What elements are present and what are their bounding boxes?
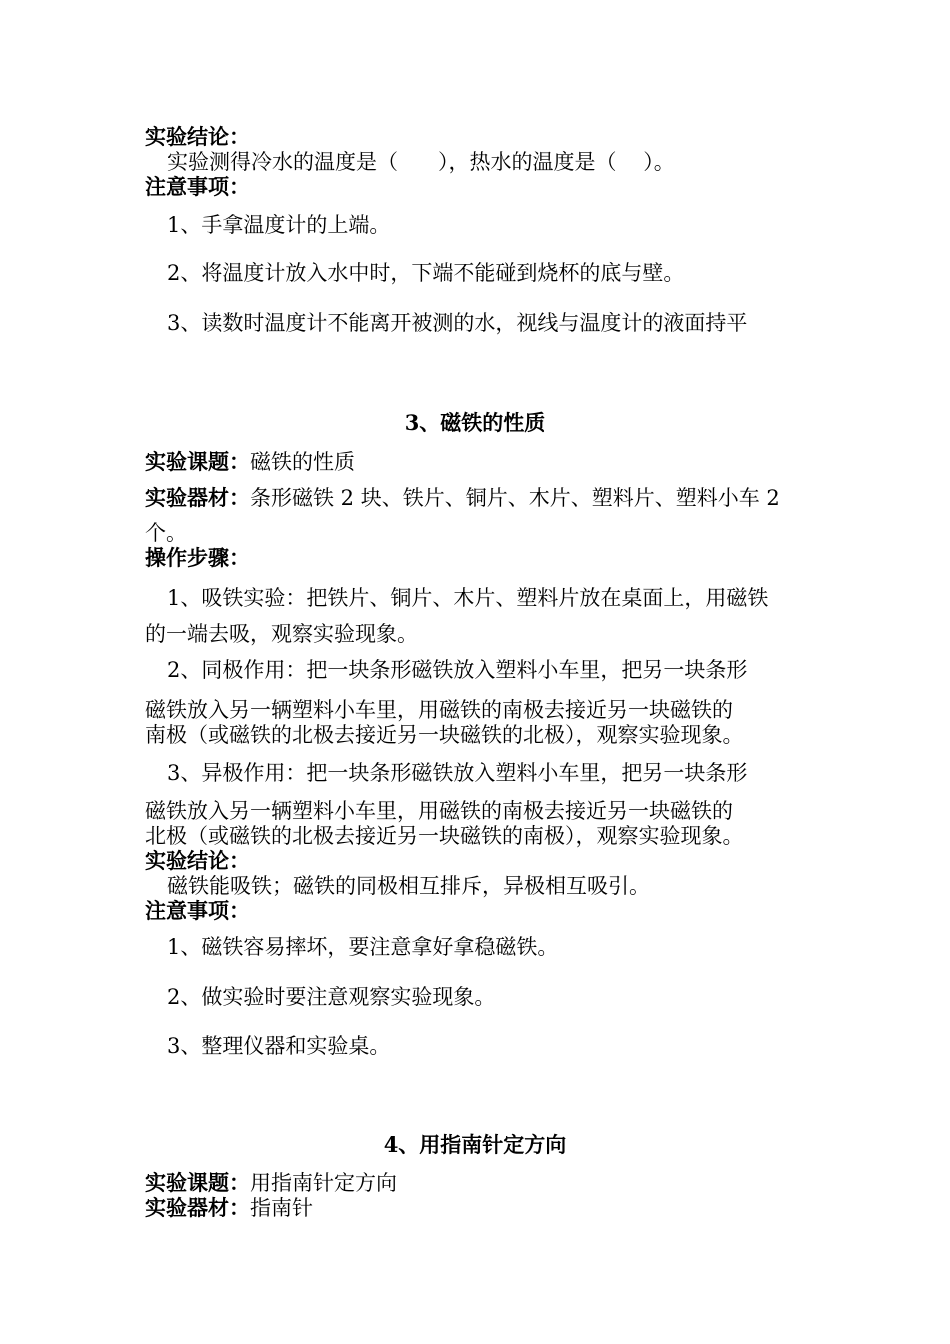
s3-materials-line2: 个。 — [145, 521, 187, 545]
s3-conclusion-text: 磁铁能吸铁；磁铁的同极相互排斥，异极相互吸引。 — [167, 874, 650, 898]
s4-topic-value: 用指南针定方向 — [250, 1171, 397, 1195]
s4-title: 4、用指南针定方向 — [383, 1132, 567, 1157]
s3-topic-label: 实验课题： — [145, 449, 250, 474]
s3-steps-heading: 操作步骤： — [145, 545, 250, 570]
s3-conclusion-heading: 实验结论： — [145, 848, 250, 873]
s4-materials-label: 实验器材： — [145, 1195, 250, 1220]
s2-note-3: 3、读数时温度计不能离开被测的水，视线与温度计的液面持平 — [167, 311, 748, 335]
s3-step3-line1: 3、异极作用：把一块条形磁铁放入塑料小车里，把另一块条形 — [167, 761, 748, 785]
s2-note-1: 1、手拿温度计的上端。 — [167, 213, 391, 237]
s3-materials-line — [145, 485, 780, 511]
s3-note-3: 3、整理仪器和实验桌。 — [167, 1034, 391, 1058]
s3-materials-label: 实验器材： — [145, 485, 250, 510]
s3-note-1: 1、磁铁容易摔坏，要注意拿好拿稳磁铁。 — [167, 935, 559, 959]
s3-note-2: 2、做实验时要注意观察实验现象。 — [167, 985, 496, 1009]
s3-step2-line3: 南极（或磁铁的北极去接近另一块磁铁的北极），观察实验现象。 — [145, 723, 744, 747]
s2-note-2: 2、将温度计放入水中时，下端不能碰到烧杯的底与壁。 — [167, 261, 685, 285]
s4-topic-label: 实验课题： — [145, 1170, 250, 1195]
s3-topic-value: 磁铁的性质 — [250, 450, 355, 474]
s3-step1-line2: 的一端去吸，观察实验现象。 — [145, 622, 418, 646]
s4-topic-line — [145, 1170, 397, 1196]
s3-topic-line — [145, 449, 355, 475]
s3-notes-heading: 注意事项： — [145, 898, 250, 923]
s2-notes-heading: 注意事项： — [145, 174, 250, 199]
s4-materials-value: 指南针 — [250, 1196, 313, 1220]
s3-step2-line1: 2、同极作用：把一块条形磁铁放入塑料小车里，把另一块条形 — [167, 658, 748, 682]
s4-materials-line — [145, 1195, 313, 1221]
s2-conclusion-text: 实验测得冷水的温度是（ ），热水的温度是（ ）。 — [167, 150, 675, 174]
s3-step3-line2: 磁铁放入另一辆塑料小车里，用磁铁的南极去接近另一块磁铁的 — [145, 799, 733, 823]
s3-title: 3、磁铁的性质 — [404, 410, 546, 435]
s3-materials-value: 条形磁铁 2 块、铁片、铜片、木片、塑料片、塑料小车 2 — [250, 486, 780, 510]
s3-step3-line3: 北极（或磁铁的北极去接近另一块磁铁的南极），观察实验现象。 — [145, 824, 744, 848]
s2-conclusion-heading: 实验结论： — [145, 124, 250, 149]
s3-step1-line1: 1、吸铁实验：把铁片、铜片、木片、塑料片放在桌面上，用磁铁 — [167, 586, 769, 610]
s3-step2-line2: 磁铁放入另一辆塑料小车里，用磁铁的南极去接近另一块磁铁的 — [145, 698, 733, 722]
